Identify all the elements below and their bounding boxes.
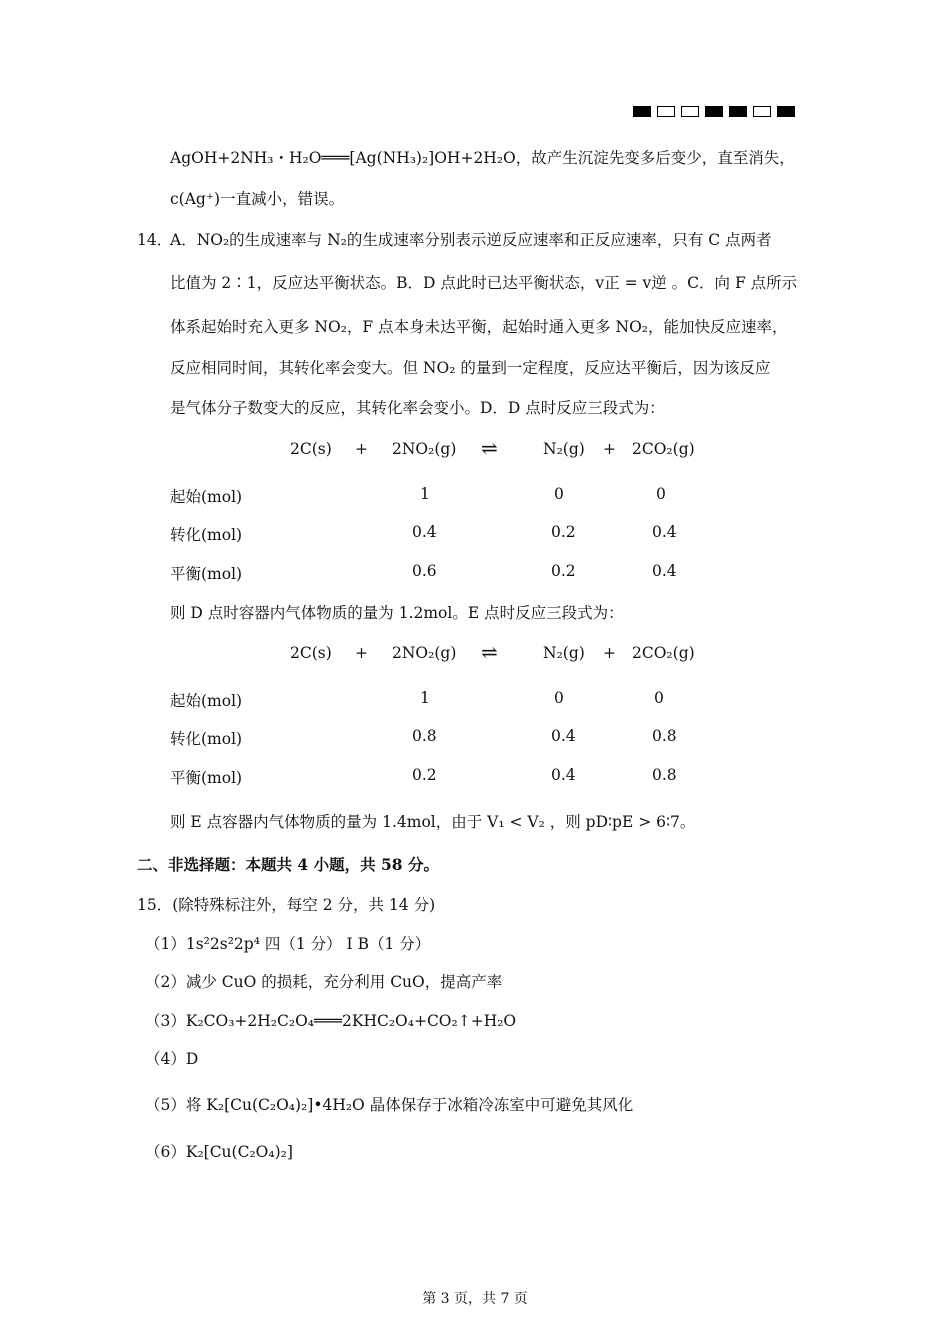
text-line: c(Ag⁺)一直减小，错误。 — [170, 190, 345, 208]
cell: 0 — [654, 689, 664, 707]
table-row — [0, 562, 950, 584]
header-block — [753, 106, 771, 117]
plus-sign: + — [603, 440, 616, 458]
equilibrium-arrow: ⇌ — [481, 640, 498, 664]
text-line: A．NO₂的生成速率与 N₂的生成速率分别表示逆反应速率和正反应速率，只有 C 点两者 — [170, 231, 772, 249]
answer-line: （2）减少 CuO 的损耗，充分利用 CuO，提高产率 — [145, 973, 503, 991]
cell: 0.8 — [652, 766, 677, 784]
header-block — [729, 106, 747, 117]
plus-sign: + — [355, 644, 368, 662]
answer-line: （1）1s²2s²2p⁴ 四（1 分） Ⅰ B（1 分） — [145, 935, 431, 953]
answer-line: （5）将 K₂[Cu(C₂O₄)₂]•4H₂O 晶体保存于冰箱冷冻室中可避免其风化 — [145, 1096, 634, 1114]
product: N₂(g) — [543, 440, 585, 458]
cell: 0.4 — [551, 766, 576, 784]
product: N₂(g) — [543, 644, 585, 662]
row-label: 平衡(mol) — [170, 565, 243, 583]
question-heading: 15．(除特殊标注外，每空 2 分，共 14 分) — [137, 896, 436, 914]
row-label: 起始(mol) — [170, 488, 243, 506]
cell: 0.4 — [652, 562, 677, 580]
cell: 0.8 — [652, 727, 677, 745]
cell: 0 — [554, 689, 564, 707]
table-row — [0, 727, 950, 749]
text-line: 是气体分子数变大的反应，其转化率会变小。D．D 点时反应三段式为： — [170, 399, 665, 417]
answer-line: （6）K₂[Cu(C₂O₄)₂] — [145, 1143, 293, 1161]
equilibrium-arrow: ⇌ — [481, 436, 498, 460]
cell: 0.4 — [652, 523, 677, 541]
table-row — [0, 523, 950, 545]
product: 2CO₂(g) — [632, 644, 695, 662]
page-footer: 第 3 页，共 7 页 — [422, 1291, 528, 1307]
section-heading: 二、非选择题：本题共 4 小题，共 58 分。 — [137, 855, 439, 874]
answer-line: （3）K₂CO₃+2H₂C₂O₄═══2KHC₂O₄+CO₂↑+H₂O — [145, 1012, 517, 1030]
cell: 0 — [554, 485, 564, 503]
row-label: 转化(mol) — [170, 526, 243, 544]
cell: 1 — [420, 485, 430, 503]
reaction-equation — [0, 436, 950, 462]
product: 2CO₂(g) — [632, 440, 695, 458]
cell: 0.2 — [551, 562, 576, 580]
plus-sign: + — [355, 440, 368, 458]
row-label: 起始(mol) — [170, 692, 243, 710]
header-block — [633, 106, 651, 117]
table-row — [0, 766, 950, 788]
text-line: 反应相同时间，其转化率会变大。但 NO₂ 的量到一定程度，反应达平衡后，因为该反应 — [170, 359, 771, 377]
reactant: 2C(s) — [290, 440, 332, 458]
header-block — [681, 106, 699, 117]
text-line: AgOH+2NH₃・H₂O═══[Ag(NH₃)₂]OH+2H₂O，故产生沉淀先变多后变少，直至消失， — [170, 149, 795, 167]
reaction-equation — [0, 640, 950, 666]
reactant: 2C(s) — [290, 644, 332, 662]
row-label: 平衡(mol) — [170, 769, 243, 787]
plus-sign: + — [603, 644, 616, 662]
text-line: 则 E 点容器内气体物质的量为 1.4mol，由于 V₁ < V₂ ，则 pD∶pE > 6∶7。 — [170, 813, 696, 831]
table-row — [0, 485, 950, 507]
text-line: 则 D 点时容器内气体物质的量为 1.2mol。E 点时反应三段式为： — [170, 604, 624, 622]
question-number: 14． — [137, 231, 173, 249]
cell: 0.2 — [551, 523, 576, 541]
cell: 0.6 — [412, 562, 437, 580]
text-line: 比值为 2∶1，反应达平衡状态。B．D 点此时已达平衡状态，v正 = v逆 。C．向 F 点所示 — [170, 274, 798, 292]
header-block — [705, 106, 723, 117]
reactant: 2NO₂(g) — [392, 644, 457, 662]
answer-line: （4）D — [145, 1050, 199, 1068]
text-line: 体系起始时充入更多 NO₂，F 点本身未达平衡，起始时通入更多 NO₂，能加快反应速率， — [170, 318, 788, 336]
header-block — [777, 106, 795, 117]
cell: 1 — [420, 689, 430, 707]
reactant: 2NO₂(g) — [392, 440, 457, 458]
cell: 0.8 — [412, 727, 437, 745]
cell: 0 — [656, 485, 666, 503]
row-label: 转化(mol) — [170, 730, 243, 748]
header-block — [657, 106, 675, 117]
table-row — [0, 689, 950, 711]
cell: 0.2 — [412, 766, 437, 784]
cell: 0.4 — [412, 523, 437, 541]
header-blocks — [633, 106, 795, 117]
cell: 0.4 — [551, 727, 576, 745]
